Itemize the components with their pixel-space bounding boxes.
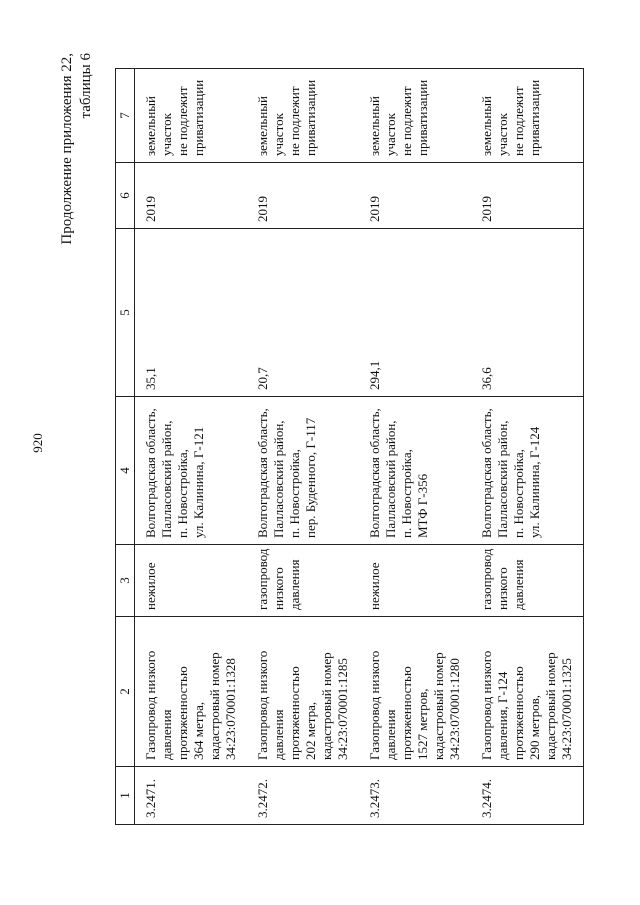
cell-object-name: [247, 617, 359, 767]
cell-object-type-line: газопровод: [255, 548, 270, 610]
cell-address-line: Палласовский район,: [271, 420, 286, 538]
column-header-4: 4: [116, 397, 135, 545]
table-header-row: [116, 69, 135, 825]
cell-address-line: Волгоградская область,: [367, 408, 382, 538]
cell-object-type-line: давления: [511, 559, 526, 610]
table-row: [135, 69, 248, 825]
cell-number: 3.2471.: [135, 767, 248, 825]
cell-object-name-line: Газопровод низкого: [479, 650, 494, 760]
cell-note: [359, 69, 471, 163]
cell-object-name-line: давления протяженностью: [383, 666, 414, 760]
cell-note-line: не подлежит: [399, 86, 414, 156]
cell-address-line: п. Новостройка,: [175, 449, 190, 538]
cell-note-line: приватизации: [191, 79, 206, 156]
cell-note-line: участок: [271, 113, 286, 156]
cell-address-line: Волгоградская область,: [143, 408, 158, 538]
cell-value: 35,1: [135, 229, 248, 397]
property-table: [115, 68, 584, 825]
cell-object-type-line: давления: [287, 559, 302, 610]
continuation-note: [58, 53, 96, 345]
cell-address-line: п. Новостройка,: [287, 449, 302, 538]
cell-object-name: [135, 617, 248, 767]
cell-note-line: приватизации: [527, 79, 542, 156]
column-header-7: 7: [116, 69, 135, 163]
cell-object-type-line: газопровод: [479, 548, 494, 610]
cell-object-name-line: 290 метров,: [527, 695, 542, 760]
cell-object-type-line: нежилое: [367, 562, 382, 610]
table-row: [359, 69, 471, 825]
cell-address: [359, 397, 471, 545]
cell-year: 2019: [359, 163, 471, 229]
cell-object-type: [471, 545, 584, 617]
cell-address: [135, 397, 248, 545]
cell-address-line: Волгоградская область,: [479, 408, 494, 538]
cell-value: 294,1: [359, 229, 471, 397]
cell-address-line: МТФ Г-356: [415, 473, 430, 538]
cell-note: [247, 69, 359, 163]
table-body: [135, 69, 584, 825]
cell-object-name-line: кадастровый номер: [319, 652, 334, 760]
cell-note-line: приватизации: [303, 79, 318, 156]
column-header-5: 5: [116, 229, 135, 397]
cell-object-name-line: давления протяженностью: [271, 666, 302, 760]
cell-object-name-line: Газопровод низкого: [367, 650, 382, 760]
column-header-3: 3: [116, 545, 135, 617]
cell-object-name-line: 34:23:070001:1280: [447, 658, 462, 760]
cell-address-line: ул. Калинина, Г-124: [527, 426, 542, 538]
cell-object-name-line: 34:23:070001:1328: [223, 658, 238, 760]
cell-object-name-line: 202 метра,: [303, 701, 318, 760]
cell-number: 3.2474.: [471, 767, 584, 825]
table-row: [471, 69, 584, 825]
cell-object-type-line: низкого: [495, 567, 510, 610]
cell-address-line: п. Новостройка,: [511, 449, 526, 538]
cell-object-type: [135, 545, 248, 617]
cell-address-line: Волгоградская область,: [255, 408, 270, 538]
cell-object-name-line: 1527 метров,: [415, 688, 430, 760]
cell-address-line: ул. Калинина, Г-121: [191, 426, 206, 538]
cell-note-line: приватизации: [415, 79, 430, 156]
column-header-6: 6: [116, 163, 135, 229]
continuation-line-2: таблицы 6: [78, 53, 94, 119]
cell-object-name-line: давления, Г-124: [495, 671, 510, 760]
cell-object-name-line: 34:23:070001:1285: [335, 658, 350, 760]
cell-note-line: не подлежит: [511, 86, 526, 156]
cell-address: [247, 397, 359, 545]
cell-object-type: [359, 545, 471, 617]
cell-year: 2019: [247, 163, 359, 229]
cell-year: 2019: [135, 163, 248, 229]
cell-object-name-line: давления протяженностью: [159, 666, 190, 760]
cell-note-line: земельный: [143, 96, 158, 156]
cell-address-line: Палласовский район,: [495, 420, 510, 538]
continuation-line-1: Продолжение приложения 22,: [59, 53, 75, 245]
cell-object-name-line: 364 метра,: [191, 701, 206, 760]
cell-address: [471, 397, 584, 545]
cell-number: 3.2472.: [247, 767, 359, 825]
cell-note-line: земельный: [367, 96, 382, 156]
cell-object-name-line: кадастровый номер: [431, 652, 446, 760]
table-row: [247, 69, 359, 825]
cell-note-line: участок: [383, 113, 398, 156]
page-number: 920: [30, 433, 45, 453]
cell-value: 20,7: [247, 229, 359, 397]
cell-number: 3.2473.: [359, 767, 471, 825]
cell-address-line: Палласовский район,: [159, 420, 174, 538]
cell-object-name-line: кадастровый номер: [543, 652, 558, 760]
cell-year: 2019: [471, 163, 584, 229]
cell-object-name: [471, 617, 584, 767]
cell-note: [135, 69, 248, 163]
cell-note-line: не подлежит: [175, 86, 190, 156]
cell-object-name-line: протяженностью: [511, 666, 526, 760]
cell-value: 36,6: [471, 229, 584, 397]
cell-note-line: не подлежит: [287, 86, 302, 156]
cell-address-line: пер. Буденного, Г-117: [303, 417, 318, 538]
cell-note: [471, 69, 584, 163]
cell-object-name-line: Газопровод низкого: [143, 650, 158, 760]
cell-object-type: [247, 545, 359, 617]
cell-object-type-line: нежилое: [143, 562, 158, 610]
cell-note-line: участок: [495, 113, 510, 156]
cell-address-line: п. Новостройка,: [399, 449, 414, 538]
cell-object-name-line: Газопровод низкого: [255, 650, 270, 760]
cell-object-name-line: кадастровый номер: [207, 652, 222, 760]
cell-note-line: участок: [159, 113, 174, 156]
cell-note-line: земельный: [255, 96, 270, 156]
column-header-1: 1: [116, 767, 135, 825]
column-header-2: 2: [116, 617, 135, 767]
cell-object-name: [359, 617, 471, 767]
cell-address-line: Палласовский район,: [383, 420, 398, 538]
cell-note-line: земельный: [479, 96, 494, 156]
cell-object-type-line: низкого: [271, 567, 286, 610]
cell-object-name-line: 34:23:070001:1325: [559, 658, 574, 760]
